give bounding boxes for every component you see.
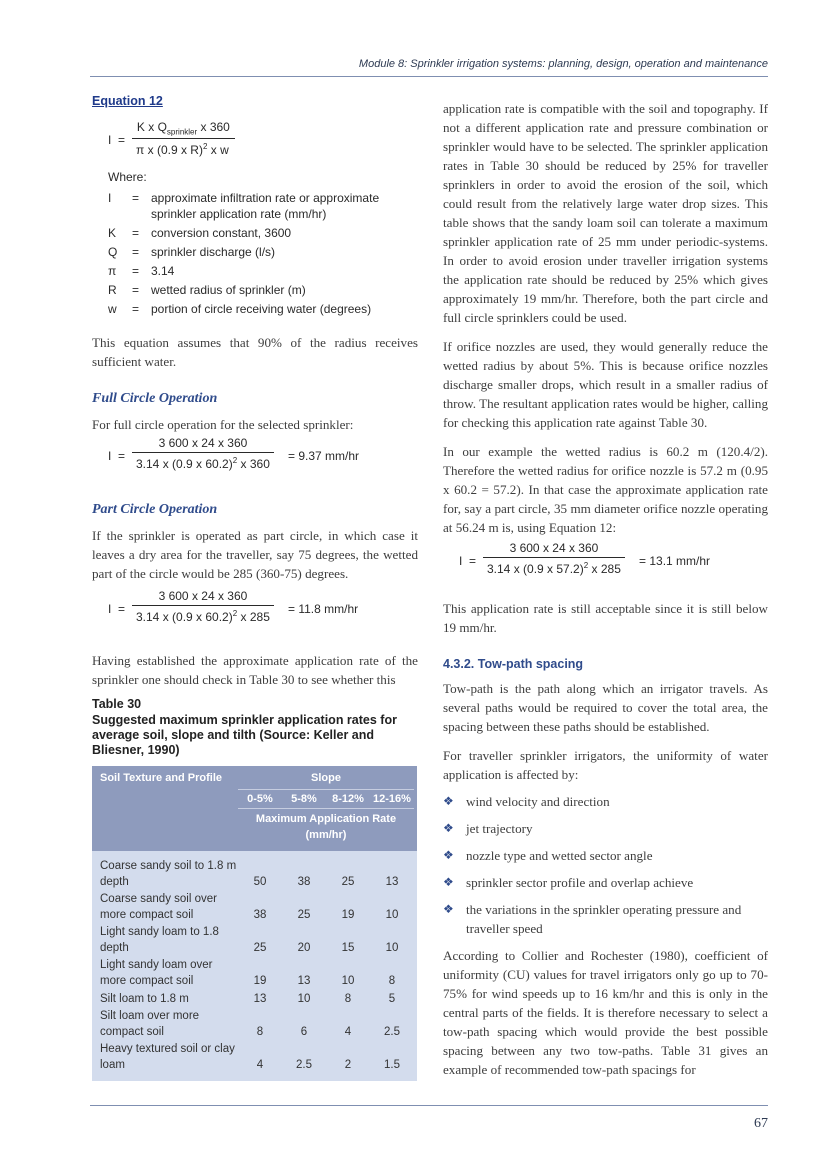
heading-part-circle: Part Circle Operation: [92, 502, 218, 517]
definition-row: [108, 263, 418, 279]
where-definitions: [108, 170, 418, 317]
rate-cell: 1.5: [384, 1059, 400, 1071]
rate-cell: 4: [256, 1059, 264, 1071]
definition-text: wetted radius of sprinkler (m): [151, 283, 306, 297]
rate-cell: 2.5: [384, 1026, 400, 1038]
footer-rule: [90, 1105, 768, 1106]
rate-cell: 2.5: [296, 1059, 312, 1071]
soil-cell: Silt loam over more compact soil: [100, 1010, 200, 1038]
list-item: [443, 819, 768, 838]
rate-cell: 2: [344, 1059, 352, 1071]
table-row: [92, 923, 417, 956]
paragraph-uniformity: For traveller sprinkler irrigators, the uniformity of water application is affected by:: [443, 748, 768, 782]
list-item: [443, 846, 768, 865]
bullet-diamond-icon: ❖: [443, 875, 454, 889]
rate-cell: 10: [385, 909, 399, 921]
definition-text: conversion constant, 3600: [151, 226, 292, 240]
definition-equals: =: [132, 283, 140, 297]
definition-equals: =: [132, 245, 140, 259]
list-item-text: the variations in the sprinkler operating pressure and traveller speed: [466, 902, 742, 936]
rate-cell: 4: [344, 1026, 352, 1038]
rate-cell: 50: [253, 876, 267, 888]
rate-cell: 10: [385, 942, 399, 954]
header-soil: Soil Texture and Profile: [100, 772, 223, 784]
definition-row: [108, 225, 418, 241]
rate-cell: 13: [385, 876, 399, 888]
header-rule: [90, 76, 768, 77]
definition-symbol: I: [108, 191, 112, 205]
definition-equals: =: [132, 226, 140, 240]
table-row: [92, 956, 417, 989]
rate-cell: 25: [341, 876, 355, 888]
heading-full-circle: Full Circle Operation: [92, 391, 218, 406]
slope-column-header: 0-5%: [247, 793, 273, 805]
definition-symbol: R: [108, 283, 117, 297]
slope-columns: [238, 789, 414, 805]
definition-symbol: w: [108, 302, 117, 316]
formula-full-denominator: 3.14 x (0.9 x 60.2)$^2$ x 360: [132, 452, 274, 471]
rate-cell: 25: [297, 909, 311, 921]
paragraph-orifice-nozzles: If orifice nozzles are used, they would generally reduce the wetted radius by about 5%. This is because orifice nozzles discharge smaller drops, which result in a smaller radius of throw. The resultant application rates would be higher, calling for checking this application rate against Table 30.: [443, 339, 768, 430]
right-column: [443, 99, 768, 1079]
formula-lhs: I =: [108, 133, 126, 147]
rate-cell: 25: [253, 942, 267, 954]
formula-denominator: π x (0.9 x R)$^2$ x w: [132, 138, 235, 157]
definition-equals: =: [132, 302, 140, 316]
rate-cell: 10: [297, 993, 311, 1005]
formula-fraction: [132, 120, 235, 157]
soil-cell: Coarse sandy soil over more compact soil: [100, 893, 217, 921]
rate-cell: 38: [297, 876, 311, 888]
uniformity-factors-list: [443, 792, 768, 938]
table-header: [92, 766, 417, 851]
formula-full-circle: I = $\frac{3 600 x 24 x 360}{3.14 x (0.9 x 60.2)^2 x 360}$ = 9.37 mm/hr: [108, 436, 360, 471]
definition-equals: =: [132, 264, 140, 278]
rate-cell: 15: [341, 942, 355, 954]
formula-orifice-result: = 13.1 mm/hr: [639, 554, 711, 568]
soil-cell: Light sandy loam over more compact soil: [100, 959, 213, 987]
paragraph-collier-rochester: According to Collier and Rochester (1980), coefficient of uniformity (CU) values for travel irrigators only go up to 70-75% for wind speeds up to 16 km/hr and this is only in the central parts of the fields. It is therefore necessary to select a tow-path spacing which would provide the best possible spacing between any two tow-paths. Table 31 gives an example of recommended tow-path spacings for: [443, 948, 768, 1077]
list-item-text: jet trajectory: [466, 821, 533, 836]
table-body: [92, 851, 417, 1081]
rate-cell: 19: [253, 975, 267, 987]
formula-part-circle: I = $\frac{3 600 x 24 x 360}{3.14 x (0.9 x 60.2)^2 x 285}$ = 11.8 mm/hr: [108, 589, 359, 624]
rate-cell: 6: [300, 1026, 308, 1038]
bullet-diamond-icon: ❖: [443, 848, 454, 862]
soil-cell: Coarse sandy soil to 1.8 m depth: [100, 860, 237, 888]
paragraph-check-table: Having established the approximate application rate of the sprinkler one should check in Table 30 to see whether this: [92, 653, 418, 687]
paragraph-example: In our example the wetted radius is 60.2 m (120.4/2). Therefore the wetted radius for orifice nozzle is 57.2 m (0.95 x 60.2 = 57.2). In that case the approximate application rate for, say a part circle, 35 mm diameter orifice nozzle operating at 56.24 m is, using Equation 12:: [443, 444, 768, 535]
formula-part-numerator: 3 600 x 24 x 360: [158, 589, 248, 603]
formula-part-result: = 11.8 mm/hr: [288, 602, 359, 616]
definition-row: [108, 282, 418, 298]
table-caption: Suggested maximum sprinkler application rates for average soil, slope and tilth (Source: Keller and Bliesner, 1990): [92, 713, 397, 757]
table-row: [92, 1007, 417, 1040]
formula-orifice: I = $\frac{3 600 x 24 x 360}{3.14 x (0.9 x 57.2)^2 x 285}$ = 13.1 mm/hr: [459, 541, 711, 576]
table-row: [92, 1040, 417, 1073]
rate-cell: 10: [341, 975, 355, 987]
formula-full-result: = 9.37 mm/hr: [288, 449, 360, 463]
application-rate-table: [92, 766, 417, 1081]
definition-text: approximate infiltration rate or approximate sprinkler application rate (mm/hr): [151, 191, 380, 221]
header-slope: Slope: [311, 772, 341, 784]
rate-cell: 19: [341, 909, 355, 921]
formula-orifice-denominator: 3.14 x (0.9 x 57.2)$^2$ x 285: [483, 557, 625, 576]
paragraph-full-circle: For full circle operation for the selected sprinkler:: [92, 417, 354, 432]
slope-column-header: 12-16%: [373, 793, 411, 805]
soil-cell: Silt loam to 1.8 m: [100, 993, 189, 1005]
definition-symbol: K: [108, 226, 117, 240]
paragraph-compatibility: application rate is compatible with the soil and topography. If not a different application rate and pressure combination or sprinkler would have to be selected. The sprinkler application rates in Table 30 should be reduced by 25% for traveller sprinklers in order to avoid the erosion of the soil, which could result from the relatively large water drop sizes. This table shows that the sandy loam soil can tolerate a maximum sprinkler application rate of 25 mm under periodic-systems. In order to avoid erosion under traveller irrigation systems the application rate should be reduced by 25% which gives approximately 19 mm/hr. Therefore, both the part circle and full circle sprinklers could be used.: [443, 101, 768, 325]
definition-text: portion of circle receiving water (degrees): [151, 302, 372, 316]
list-item: [443, 900, 768, 938]
paragraph-part-circle: If the sprinkler is operated as part circle, in which case it leaves a dry area for the traveller, say 75 degrees, the wetted part of the circle would be 285 (360-75) degrees.: [92, 528, 418, 581]
bullet-diamond-icon: ❖: [443, 902, 454, 916]
running-header: Module 8: Sprinkler irrigation systems: planning, design, operation and maintenance: [358, 58, 768, 70]
list-item-text: sprinkler sector profile and overlap achieve: [466, 875, 694, 890]
table-label: Table 30: [92, 697, 142, 711]
where-label: Where:: [108, 170, 147, 184]
bullet-diamond-icon: ❖: [443, 821, 454, 835]
rate-cell: 8: [388, 975, 396, 987]
equation-12-formula: [108, 120, 418, 162]
equation-heading: Equation 12: [92, 94, 163, 108]
rate-cell: 5: [388, 993, 396, 1005]
definition-symbol: Q: [108, 245, 118, 259]
rate-cell: 13: [297, 975, 311, 987]
paragraph-still-acceptable: This application rate is still acceptable since it is still below 19 mm/hr.: [443, 601, 768, 635]
paragraph-tow-path: Tow-path is the path along which an irrigator travels. As several paths would be required to cover the total area, the spacing between these paths should be established.: [443, 681, 768, 734]
formula-full-numerator: 3 600 x 24 x 360: [158, 436, 248, 450]
page-number: 67: [754, 1116, 768, 1131]
soil-cell: Light sandy loam to 1.8 depth: [100, 926, 219, 954]
definition-list: [108, 190, 418, 317]
definition-text: sprinkler discharge (l/s): [151, 245, 276, 259]
definition-row: [108, 190, 418, 222]
rate-cell: 13: [253, 993, 267, 1005]
formula-part-denominator: 3.14 x (0.9 x 60.2)$^2$ x 285: [132, 605, 274, 624]
table-row: [92, 890, 417, 923]
list-item: [443, 792, 768, 811]
section-heading-tow-path: 4.3.2. Tow-path spacing: [443, 657, 584, 671]
bullet-diamond-icon: ❖: [443, 794, 454, 808]
rate-cell: 38: [253, 909, 267, 921]
list-item-text: wind velocity and direction: [466, 794, 610, 809]
definition-text: 3.14: [151, 264, 175, 278]
paragraph-radius-assumption: This equation assumes that 90% of the radius receives sufficient water.: [92, 335, 418, 369]
definition-row: [108, 244, 418, 260]
definition-symbol: π: [108, 264, 117, 278]
slope-column-header: 8-12%: [332, 793, 364, 805]
definition-row: [108, 301, 418, 317]
rate-cell: 20: [297, 942, 311, 954]
left-column: [92, 94, 418, 1081]
list-item-text: nozzle type and wetted sector angle: [466, 848, 653, 863]
slope-column-header: 5-8%: [291, 793, 317, 805]
rate-cell: 8: [256, 1026, 264, 1038]
soil-cell: Heavy textured soil or clay loam: [100, 1043, 235, 1071]
formula-numerator: K x $Q_{sprinkler}$ x 360: [136, 120, 230, 137]
table-row: [92, 991, 417, 1007]
table-row: [92, 857, 417, 890]
definition-equals: =: [132, 191, 140, 205]
rate-cell: 8: [344, 993, 352, 1005]
header-max-rate: Maximum Application Rate (mm/hr): [238, 808, 414, 843]
list-item: [443, 873, 768, 892]
formula-orifice-numerator: 3 600 x 24 x 360: [509, 541, 599, 555]
